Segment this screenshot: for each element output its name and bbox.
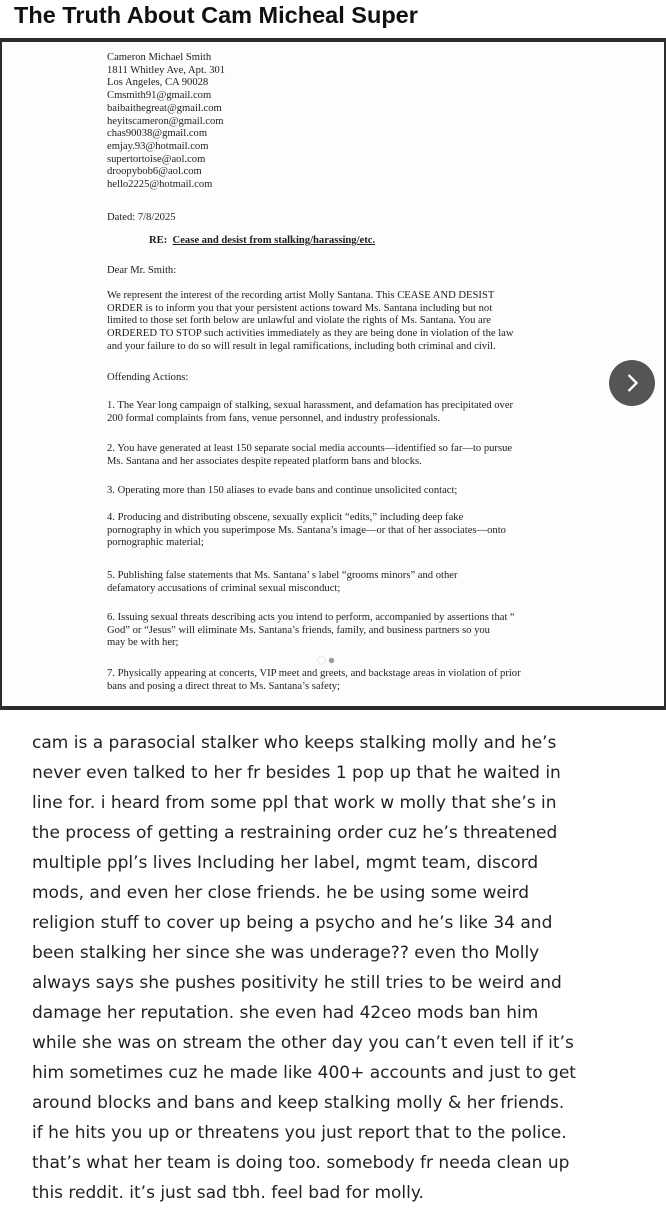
address-line: Cmsmith91@gmail.com bbox=[107, 90, 212, 102]
post-body-line: always says she pushes positivity he still tries to be weird and bbox=[32, 973, 562, 993]
offending-action-item bbox=[107, 668, 521, 693]
post-body-line: damage her reputation. she even had 42ceo mods ban him bbox=[32, 1003, 539, 1023]
post-body-line: never even talked to her fr besides 1 pop up that he waited in bbox=[32, 763, 561, 783]
offending-action-line: 1. The Year long campaign of stalking, sexual harassment, and defamation has precipitated over bbox=[107, 400, 514, 411]
post-body-line: line for. i heard from some ppl that work w molly that she’s in bbox=[32, 793, 557, 813]
offending-action-line: defamatory accusations of criminal sexual misconduct; bbox=[107, 582, 341, 594]
carousel-dot[interactable] bbox=[318, 657, 325, 664]
post-body-line: that’s what her team is doing too. somebody fr needa clean up bbox=[32, 1153, 570, 1173]
offending-action-line: 7. Physically appearing at concerts, VIP meet and greets, and backstage areas in violation of prior bbox=[107, 668, 521, 679]
address-line: hello2225@hotmail.com bbox=[107, 179, 213, 191]
offending-action-item bbox=[107, 570, 458, 595]
intro-line: limited to those set forth below are unlawful and violate the rights of Ms. Santana. You are bbox=[107, 315, 491, 327]
post-body-text bbox=[32, 728, 662, 1208]
offending-action-line: 5. Publishing false statements that Ms. Santana’ s label “grooms minors” and other bbox=[107, 570, 458, 581]
post-body-line: this reddit. it’s just sad tbh. feel bad for molly. bbox=[32, 1183, 424, 1203]
address-line: chas90038@gmail.com bbox=[107, 128, 208, 140]
letter-subject: RE: Cease and desist from stalking/harassing/etc. bbox=[149, 235, 376, 246]
post-body-line: if he hits you up or threatens you just report that to the police. bbox=[32, 1123, 567, 1143]
offending-action-line: bans and posing a direct threat to Ms. Santana’s safety; bbox=[107, 680, 341, 692]
offending-action-line: may be with her; bbox=[107, 637, 179, 649]
offending-action-line: God” or “Jesus” will eliminate Ms. Santana’s friends, family, and business partners so you bbox=[107, 624, 490, 636]
intro-line: ORDERED TO STOP such activities immediately as they are being done in violation of the law bbox=[107, 328, 514, 340]
post-body-line: the process of getting a restraining order cuz he’s threatened bbox=[32, 823, 558, 843]
chevron-right-icon bbox=[621, 372, 643, 394]
carousel-dot[interactable] bbox=[329, 658, 334, 663]
post-body-line: while she was on stream the other day you can’t even tell if it’s bbox=[32, 1033, 574, 1053]
offending-action-item bbox=[107, 512, 506, 550]
address-line: Los Angeles, CA 90028 bbox=[107, 77, 209, 89]
address-line: 1811 Whitley Ave, Apt. 301 bbox=[107, 64, 226, 76]
letter-date: Dated: 7/8/2025 bbox=[107, 212, 176, 223]
offending-action-line: pornographic material; bbox=[107, 537, 204, 549]
post-body-line: religion stuff to cover up being a psycho and he’s like 34 and bbox=[32, 913, 553, 933]
address-line: emjay.93@hotmail.com bbox=[107, 140, 209, 152]
letter-intro-paragraph bbox=[107, 290, 514, 354]
address-line: droopybob6@aol.com bbox=[107, 166, 202, 178]
letter-address-block bbox=[107, 52, 225, 192]
post-body-line: around blocks and bans and keep stalking molly & her friends. bbox=[32, 1093, 565, 1113]
carousel-next-button[interactable] bbox=[609, 360, 655, 406]
intro-line: We represent the interest of the recording artist Molly Santana. This CEASE AND DESIST bbox=[107, 290, 495, 301]
intro-line: and your failure to do so will result in legal ramifications, including both criminal and civil. bbox=[107, 340, 496, 352]
offending-action-line: 4. Producing and distributing obscene, sexually explicit “edits,” including deep fake bbox=[107, 512, 464, 523]
post-body-line: been stalking her since she was underage?? even tho Molly bbox=[32, 943, 540, 963]
offending-action-item bbox=[107, 485, 457, 498]
offending-action-item bbox=[107, 612, 515, 650]
offending-action-line: Ms. Santana and her associates despite repeated platform bans and blocks. bbox=[107, 455, 422, 467]
offending-action-item bbox=[107, 400, 513, 425]
carousel-pagination-dots bbox=[306, 655, 346, 665]
post-body-line: multiple ppl’s lives Including her label, mgmt team, discord bbox=[32, 853, 539, 873]
address-line: baibaithegreat@gmail.com bbox=[107, 102, 222, 114]
intro-line: ORDER is to inform you that your persistent actions toward Ms. Santana including but not bbox=[107, 302, 493, 314]
address-line: heyitscameron@gmail.com bbox=[107, 115, 224, 127]
offending-action-line: pornography in which you superimpose Ms. Santana’s image—or that of her associates—onto bbox=[107, 524, 506, 536]
offending-action-line: 6. Issuing sexual threats describing acts you intend to perform, accompanied by assertions that “ bbox=[107, 612, 515, 623]
address-line: Cameron Michael Smith bbox=[107, 52, 212, 63]
cease-and-desist-letter-image bbox=[2, 42, 664, 706]
post-title: The Truth About Cam Micheal Super bbox=[14, 2, 418, 28]
offending-action-line: 200 formal complaints from fans, venue personnel, and industry professionals. bbox=[107, 412, 441, 424]
offending-action-item bbox=[107, 443, 512, 468]
image-carousel[interactable] bbox=[0, 38, 666, 710]
offending-action-line: 3. Operating more than 150 aliases to evade bans and continue unsolicited contact; bbox=[107, 485, 458, 496]
post-body-line: him sometimes cuz he made like 400+ accounts and just to get bbox=[32, 1063, 576, 1083]
post-body-line: mods, and even her close friends. he be using some weird bbox=[32, 883, 530, 903]
offending-action-line: 2. You have generated at least 150 separate social media accounts—identified so far—to pursue bbox=[107, 443, 513, 454]
post-body-line: cam is a parasocial stalker who keeps stalking molly and he’s bbox=[32, 733, 557, 753]
address-line: supertortoise@aol.com bbox=[107, 153, 206, 165]
offending-actions-heading: Offending Actions: bbox=[107, 372, 189, 383]
letter-salutation: Dear Mr. Smith: bbox=[107, 265, 177, 276]
